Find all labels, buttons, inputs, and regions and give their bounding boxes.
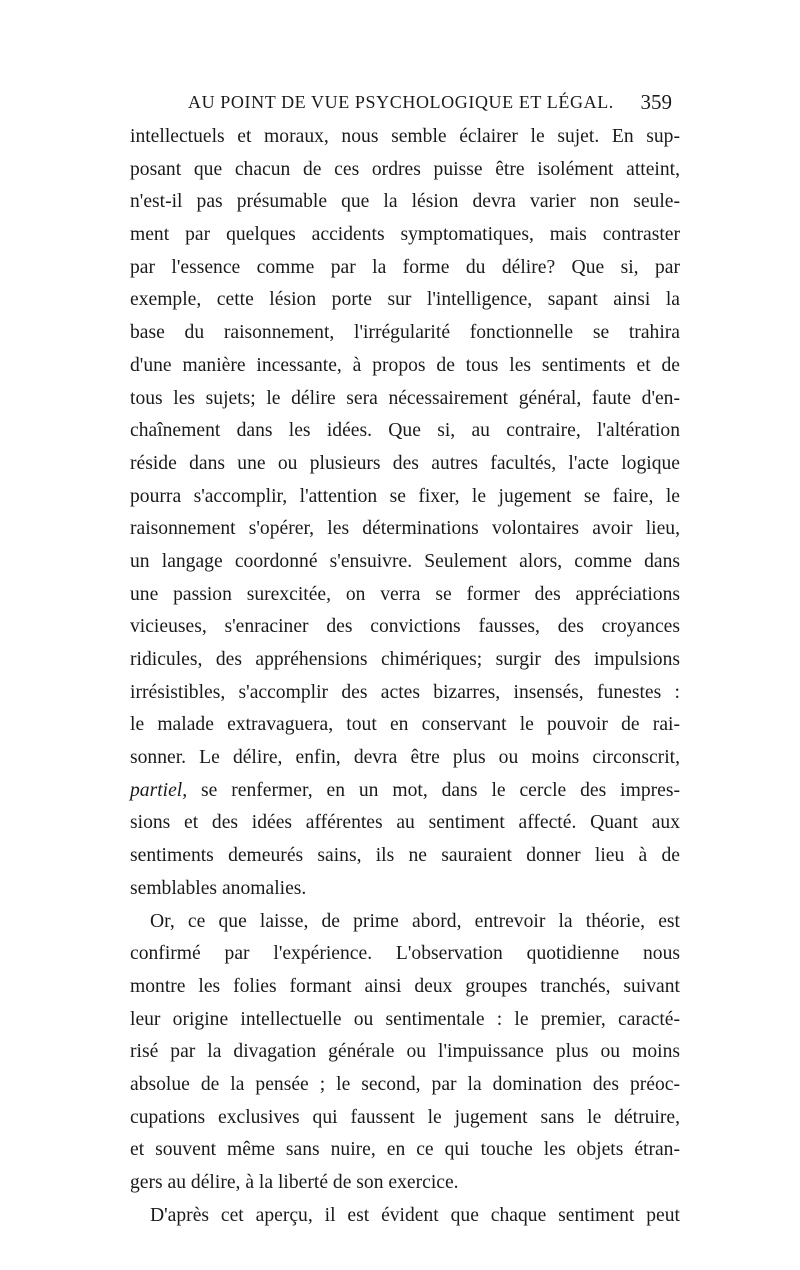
- page-header: [130, 88, 682, 118]
- text-line: sions et des idées afférentes au sentiment affecté. Quant aux: [130, 812, 680, 834]
- text-line: posant que chacun de ces ordres puisse être isolément atteint,: [130, 158, 680, 180]
- text-line: par l'essence comme par la forme du délire? Que si, par: [130, 256, 680, 278]
- text-line: vicieuses, s'enraciner des convictions fausses, des croyances: [130, 616, 680, 638]
- text-line: cupations exclusives qui faussent le jugement sans le détruire,: [130, 1106, 680, 1128]
- text-line: tous les sujets; le délire sera nécessairement général, faute d'en-: [130, 387, 680, 409]
- text-line: le malade extravaguera, tout en conservant le pouvoir de rai-: [130, 714, 680, 736]
- text-line: ridicules, des appréhensions chimériques; surgir des impulsions: [130, 649, 680, 670]
- text-line: base du raisonnement, l'irrégularité fonctionnelle se trahira: [130, 322, 680, 344]
- text-line: sonner. Le délire, enfin, devra être plus ou moins circonscrit,: [130, 747, 680, 769]
- text-line: une passion surexcitée, on verra se former des appréciations: [130, 583, 680, 605]
- text-line: gers au délire, à la liberté de son exercice.: [130, 1172, 459, 1193]
- text-line: leur origine intellectuelle ou sentimentale : le premier, caracté-: [130, 1008, 680, 1030]
- text-line: D'après cet aperçu, il est évident que chaque sentiment peut: [150, 1204, 680, 1226]
- text-line: ment par quelques accidents symptomatiques, mais contraster: [130, 224, 680, 246]
- text-line: d'une manière incessante, à propos de tous les sentiments et de: [130, 354, 680, 376]
- text-line: réside dans une ou plusieurs des autres facultés, l'acte logique: [130, 452, 680, 474]
- text-line: intellectuels et moraux, nous semble éclairer le sujet. En sup-: [130, 126, 680, 147]
- text-line: semblables anomalies.: [130, 877, 307, 899]
- text-line: irrésistibles, s'accomplir des actes bizarres, insensés, funestes :: [130, 681, 680, 703]
- text-line: un langage coordonné s'ensuivre. Seulement alors, comme dans: [130, 550, 680, 572]
- text-fragment: se renfermer, en un mot, dans le cercle des impres-: [187, 779, 680, 801]
- page-number: 359: [640, 90, 672, 114]
- text-line: Or, ce que laisse, de prime abord, entrevoir la théorie, est: [150, 910, 680, 932]
- text-line: raisonnement s'opérer, les déterminations volontaires avoir lieu,: [130, 518, 680, 540]
- text-line: sentiments demeurés sains, ils ne sauraient donner lieu à de: [130, 845, 680, 867]
- text-line: confirmé par l'expérience. L'observation quotidienne nous: [130, 943, 680, 965]
- text-line: chaînement dans les idées. Que si, au contraire, l'altération: [130, 420, 680, 442]
- text-line: n'est-il pas présumable que la lésion devra varier non seule-: [130, 191, 680, 213]
- body-text: [130, 121, 680, 1232]
- text-line-with-italic: [130, 775, 680, 808]
- text-line: pourra s'accomplir, l'attention se fixer, le jugement se faire, le: [130, 485, 680, 507]
- text-line: exemple, cette lésion porte sur l'intelligence, sapant ainsi la: [130, 289, 680, 311]
- italic-word: partiel,: [130, 779, 188, 801]
- text-line: absolue de la pensée ; le second, par la domination des préoc-: [130, 1073, 680, 1095]
- text-line: et souvent même sans nuire, en ce qui touche les objets étran-: [130, 1139, 680, 1161]
- text-line: risé par la divagation générale ou l'impuissance plus ou moins: [130, 1041, 680, 1063]
- text-line: montre les folies formant ainsi deux groupes tranchés, suivant: [130, 975, 680, 997]
- running-head: AU POINT DE VUE PSYCHOLOGIQUE ET LÉGAL.: [188, 92, 614, 112]
